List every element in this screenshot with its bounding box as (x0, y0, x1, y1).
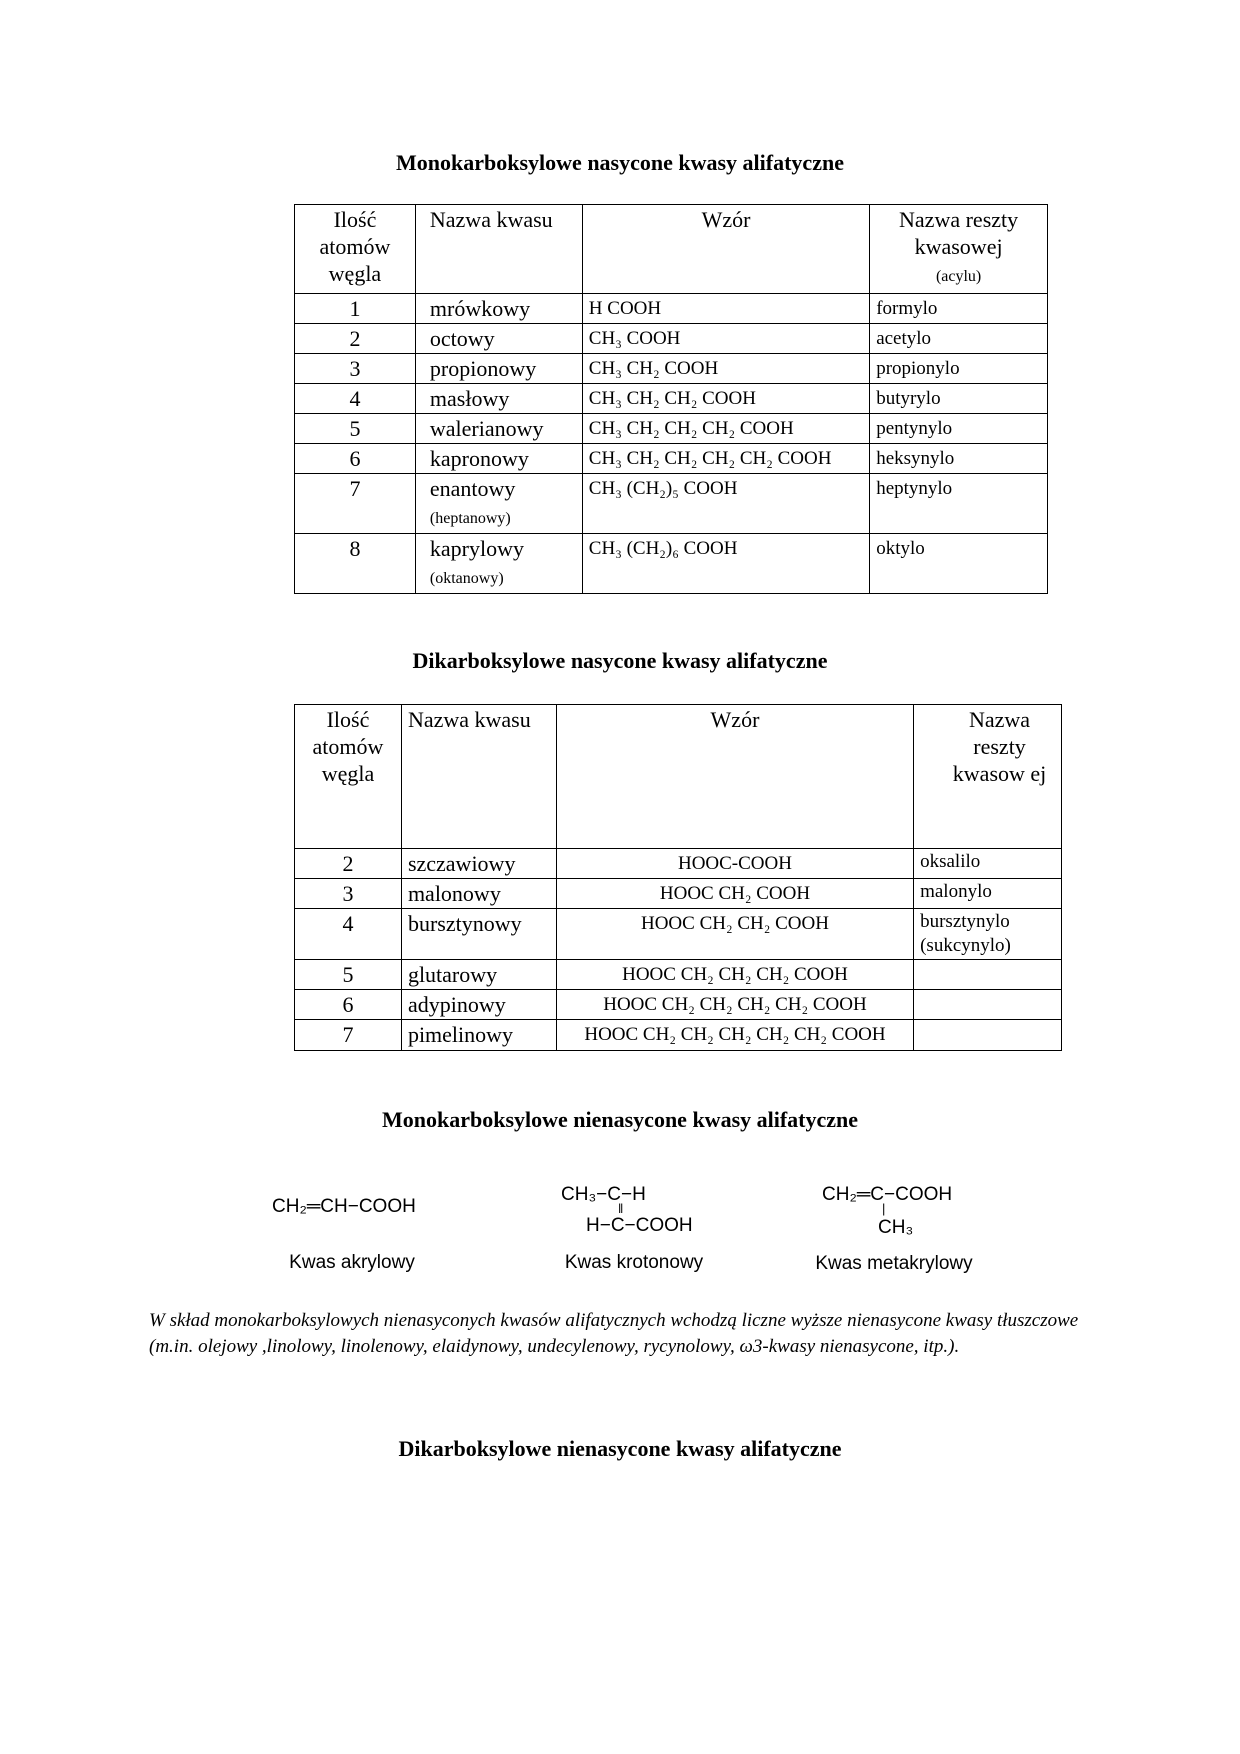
table-row (295, 384, 1048, 414)
section-title: Dikarboksylowe nienasycone kwasy alifatyczne (398, 1436, 842, 1461)
acid-name: kapronowy (429, 446, 529, 471)
structure-caption: Kwas akrylowy (289, 1252, 415, 1273)
acid-name: szczawiowy (401, 849, 556, 879)
formula: HOOC CH₂ CH₂ CH₂ COOH (556, 960, 913, 990)
acid-name: masłowy (429, 386, 510, 411)
table-row (295, 534, 1048, 594)
structure-caption: Kwas metakrylowy (815, 1253, 973, 1274)
formula: HOOC CH₂ CH₂ COOH (556, 909, 913, 960)
acid-name-cell (415, 384, 582, 414)
acid-name-cell (415, 474, 582, 534)
table-row (295, 960, 1062, 990)
table-row (295, 909, 1062, 960)
acid-name: propionowy (429, 356, 537, 381)
carbon-count: 2 (295, 324, 416, 354)
table-row (295, 414, 1048, 444)
acid-alt-name: (oktanowy) (429, 570, 504, 587)
structure-line: CH₃ (878, 1217, 914, 1238)
acid-name: walerianowy (429, 416, 544, 441)
header-acid-name: Nazwa kwasu (415, 205, 582, 294)
formula: H COOH (582, 294, 869, 324)
carbon-count: 7 (295, 1020, 402, 1051)
header-formula: Wzór (556, 705, 913, 849)
acid-name-cell (415, 444, 582, 474)
structure-line: CH₃−C−H (561, 1184, 646, 1205)
table-row (295, 879, 1062, 909)
table-row (295, 354, 1048, 384)
structure-line: H−C−COOH (586, 1215, 693, 1236)
acyl-header-sub: (acylu) (935, 268, 982, 285)
acyl-header-text: Nazwa reszty kwasowej (899, 207, 1019, 259)
acyl-name: oktylo (870, 534, 1048, 594)
formula: HOOC CH₂ CH₂ CH₂ CH₂ CH₂ COOH (556, 1020, 913, 1051)
saturated-dicarboxylic-table (294, 704, 1062, 1051)
header-acyl-name: Nazwa reszty kwasow ej (914, 705, 1062, 849)
carbon-count: 1 (295, 294, 416, 324)
table-row (295, 1020, 1062, 1051)
acyl-name: butyrylo (870, 384, 1048, 414)
section-title: Monokarboksylowe nasycone kwasy alifatyczne (396, 150, 844, 175)
acid-name: glutarowy (401, 960, 556, 990)
acid-name: bursztynowy (401, 909, 556, 960)
carbon-count: 6 (295, 990, 402, 1020)
table-row (295, 474, 1048, 534)
section-title: Dikarboksylowe nasycone kwasy alifatyczne (412, 648, 828, 673)
carbon-count: 8 (295, 534, 416, 594)
carbon-count: 5 (295, 960, 402, 990)
acyl-name (914, 1020, 1062, 1051)
carbon-count: 4 (295, 384, 416, 414)
double-bond: ‖ (618, 1201, 624, 1216)
formula: CH₃ CH₂ COOH (582, 354, 869, 384)
acyl-name: propionylo (870, 354, 1048, 384)
header-carbon-count: Ilość atomów węgla (295, 705, 402, 849)
table-row (295, 849, 1062, 879)
table-row (295, 444, 1048, 474)
acyl-name: bursztynylo (sukcynylo) (914, 909, 1062, 960)
description-paragraph: W skład monokarboksylowych nienasyconych kwasów alifatycznych wchodzą liczne wyższe nienasycone kwasy tłuszczowe (m.in. olejowy ,linolowy, linolenowy, elaidynowy, undecylenowy, rycynolowy, ω3-kwasy nienasycone, itp.). (149, 1310, 1079, 1357)
formula: CH₃ CH₂ CH₂ COOH (582, 384, 869, 414)
acyl-name: pentynylo (870, 414, 1048, 444)
acid-name: adypinowy (401, 990, 556, 1020)
formula: CH₃ (CH₂)₆ COOH (582, 534, 869, 594)
acyl-name (914, 990, 1062, 1020)
formula: HOOC-COOH (556, 849, 913, 879)
acyl-name: acetylo (870, 324, 1048, 354)
formula: CH₃ COOH (582, 324, 869, 354)
acyl-name (914, 960, 1062, 990)
acid-name: enantowy (429, 476, 516, 501)
carbon-count: 7 (295, 474, 416, 534)
acid-name: octowy (429, 326, 495, 351)
carbon-count: 3 (295, 879, 402, 909)
acid-name-cell (415, 534, 582, 594)
single-bond: | (882, 1201, 886, 1216)
saturated-monocarboxylic-table (294, 204, 1048, 594)
acid-alt-name: (heptanowy) (429, 510, 511, 527)
header-formula: Wzór (582, 205, 869, 294)
formula: CH₃ CH₂ CH₂ CH₂ COOH (582, 414, 869, 444)
acid-name: mrówkowy (429, 296, 531, 321)
header-carbon-count: Ilość atomów węgla (295, 205, 416, 294)
acyl-name: formylo (870, 294, 1048, 324)
table-row (295, 990, 1062, 1020)
acid-name-cell (415, 414, 582, 444)
acid-name: pimelinowy (401, 1020, 556, 1051)
formula: CH₃ (CH₂)₅ COOH (582, 474, 869, 534)
table-row (295, 324, 1048, 354)
acyl-name: malonylo (914, 879, 1062, 909)
header-acid-name: Nazwa kwasu (401, 705, 556, 849)
acyl-name: oksalilo (914, 849, 1062, 879)
section-title: Monokarboksylowe nienasycone kwasy alifatyczne (381, 1107, 859, 1132)
formula: HOOC CH₂ CH₂ CH₂ CH₂ COOH (556, 990, 913, 1020)
acid-name-cell (415, 324, 582, 354)
carbon-count: 5 (295, 414, 416, 444)
structure-line: CH₂═C−COOH (822, 1184, 953, 1205)
acid-name-cell (415, 294, 582, 324)
acyl-name: heksynylo (870, 444, 1048, 474)
acyl-name: heptynylo (870, 474, 1048, 534)
structure-caption: Kwas krotonowy (564, 1252, 704, 1273)
carbon-count: 3 (295, 354, 416, 384)
table-row (295, 294, 1048, 324)
header-acyl-name (870, 205, 1048, 294)
carbon-count: 4 (295, 909, 402, 960)
formula: CH₃ CH₂ CH₂ CH₂ CH₂ COOH (582, 444, 869, 474)
carbon-count: 2 (295, 849, 402, 879)
acid-name-cell (415, 354, 582, 384)
carbon-count: 6 (295, 444, 416, 474)
acid-name: kaprylowy (429, 536, 524, 561)
acid-name: malonowy (401, 879, 556, 909)
acrylic-acid-structure: CH₂═CH−COOH (272, 1196, 416, 1217)
formula: HOOC CH₂ COOH (556, 879, 913, 909)
